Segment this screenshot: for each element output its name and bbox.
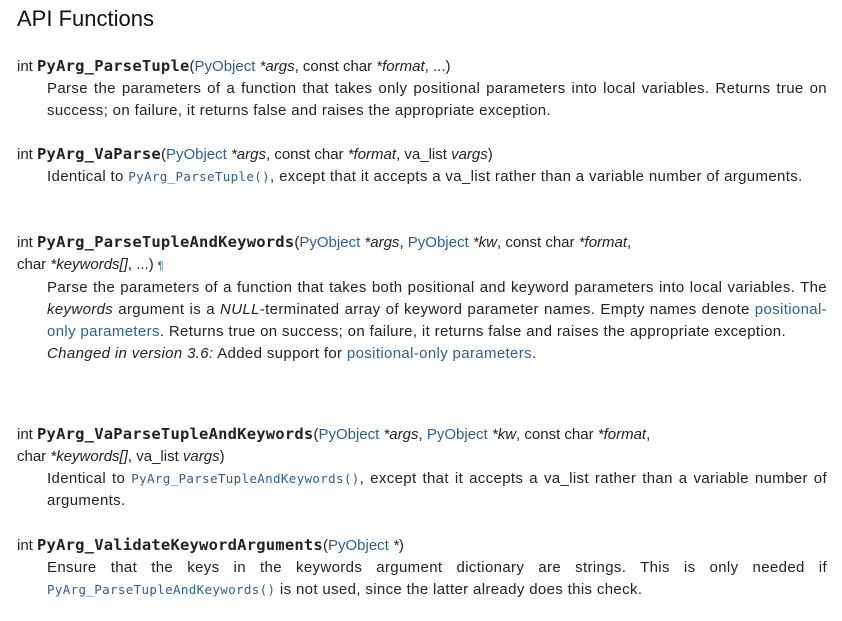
param-name: *args bbox=[364, 234, 400, 251]
description-text: Identical to bbox=[47, 470, 132, 487]
param-name: *args bbox=[230, 146, 266, 163]
pyobject-type-link[interactable]: PyObject bbox=[426, 426, 488, 443]
param-name: *args bbox=[383, 426, 419, 443]
function-name: PyArg_ParseTuple bbox=[37, 57, 190, 75]
pyobject-type-link[interactable]: PyObject bbox=[407, 234, 469, 251]
description-text: , except that it accepts a va_list rather than a variable number of arguments. bbox=[47, 470, 828, 509]
function-entry-parsetuple bbox=[17, 55, 827, 122]
function-signature: int PyArg_ValidateKeywordArguments(PyObject *) bbox=[17, 536, 404, 554]
return-type: int bbox=[17, 537, 33, 554]
function-entry-vaparsetupleandkeywords bbox=[17, 423, 827, 512]
pyobject-type-link[interactable]: PyObject bbox=[327, 537, 389, 554]
pyobject-type-link[interactable]: PyObject bbox=[165, 146, 227, 163]
return-type: int bbox=[17, 426, 33, 443]
param-separator: , bbox=[399, 234, 408, 251]
description-emphasis: keywords bbox=[47, 301, 114, 318]
pyobject-type-link[interactable]: PyObject bbox=[299, 234, 361, 251]
function-entry-vaparse bbox=[17, 143, 827, 188]
version-label: Changed in version 3.6: bbox=[47, 345, 214, 362]
return-type: int bbox=[17, 146, 33, 163]
param-name: *format bbox=[578, 234, 628, 251]
function-description bbox=[47, 557, 827, 601]
description-text: Identical to bbox=[47, 168, 129, 185]
description-text: argument is a bbox=[113, 301, 221, 318]
param-separator: , bbox=[418, 426, 427, 443]
function-name: PyArg_ValidateKeywordArguments bbox=[37, 536, 323, 554]
function-description bbox=[47, 468, 827, 512]
description-text: . bbox=[531, 345, 537, 362]
return-type: int bbox=[17, 58, 33, 75]
positional-only-link[interactable]: positional-only parameters bbox=[47, 301, 828, 340]
description-text: is not used, since the latter already does this check. bbox=[275, 581, 643, 598]
parsetupleandkeywords-ref-link[interactable]: PyArg_ParseTupleAndKeywords() bbox=[131, 471, 360, 486]
section-title: API Functions bbox=[17, 6, 154, 31]
param-name: *format bbox=[597, 426, 647, 443]
param-name: *keywords[] bbox=[50, 448, 128, 465]
function-signature: int PyArg_ParseTupleAndKeywords(PyObject *args, PyObject *kw, const char *format, char *keywords[], ...) ¶ bbox=[17, 233, 632, 273]
description-text: . Returns true on success; on failure, it returns false and raises the appropriate exception. bbox=[159, 323, 787, 340]
parsetupleandkeywords-ref-link[interactable]: PyArg_ParseTupleAndKeywords() bbox=[47, 582, 276, 597]
param-name: vargs bbox=[451, 146, 488, 163]
param-separator: , bbox=[646, 426, 651, 443]
function-description bbox=[47, 277, 827, 365]
param-separator: , const char bbox=[294, 58, 377, 75]
function-name: PyArg_VaParseTupleAndKeywords bbox=[37, 425, 314, 443]
param-separator: , bbox=[627, 234, 632, 251]
description-text: Added support for bbox=[213, 345, 347, 362]
param-name: *format bbox=[347, 146, 397, 163]
return-type: int bbox=[17, 234, 33, 251]
api-functions-section bbox=[17, 0, 828, 598]
function-name: PyArg_VaParse bbox=[37, 145, 161, 163]
function-description bbox=[47, 78, 827, 122]
description-text: -terminated array of keyword parameter names. Empty names denote bbox=[259, 301, 755, 318]
function-entry-validatekeywordarguments bbox=[17, 534, 827, 601]
param-type: char bbox=[17, 448, 51, 465]
description-emphasis: NULL bbox=[220, 301, 260, 318]
param-name: *keywords[] bbox=[50, 256, 128, 273]
function-signature: int PyArg_VaParse(PyObject *args, const char *format, va_list vargs) bbox=[17, 145, 493, 163]
function-signature: int PyArg_VaParseTupleAndKeywords(PyObject *args, PyObject *kw, const char *format, char *keywords[], va_list vargs) bbox=[17, 425, 651, 465]
description-text: Parse the parameters of a function that takes only positional parameters into local variables. Returns true on success; on failure, it returns false and raises the appropriate exception. bbox=[47, 80, 827, 119]
param-name: *format bbox=[376, 58, 425, 75]
param-name: *kw bbox=[491, 426, 517, 443]
param-separator: , const char bbox=[266, 146, 348, 163]
param-close: , ...) bbox=[127, 256, 154, 273]
param-close: ) bbox=[398, 537, 404, 554]
param-name: *kw bbox=[472, 234, 497, 251]
param-name: *args bbox=[259, 58, 295, 75]
param-separator: , va_list bbox=[127, 448, 183, 465]
param-name: * bbox=[388, 537, 399, 554]
param-separator: , const char bbox=[496, 234, 579, 251]
function-signature: int PyArg_ParseTuple(PyObject *args, const char *format, ...) bbox=[17, 57, 451, 75]
positional-only-link[interactable]: positional-only parameters bbox=[346, 345, 532, 362]
description-text: Parse the parameters of a function that takes both positional and keyword parameters into local variables. The bbox=[47, 279, 827, 296]
function-entry-parsetupleandkeywords bbox=[17, 231, 827, 365]
permalink-icon[interactable]: ¶ bbox=[157, 260, 164, 272]
version-change-note bbox=[47, 343, 827, 365]
param-close: ) bbox=[487, 146, 493, 163]
param-separator: , va_list bbox=[396, 146, 452, 163]
description-text: Ensure that the keys in the keywords argument dictionary are strings. This is only needed if bbox=[47, 559, 827, 576]
pyobject-type-link[interactable]: PyObject bbox=[318, 426, 380, 443]
function-description bbox=[47, 166, 827, 188]
param-close: ) bbox=[219, 448, 225, 465]
parsetuple-ref-link[interactable]: PyArg_ParseTuple() bbox=[128, 169, 271, 184]
pyobject-type-link[interactable]: PyObject bbox=[194, 58, 256, 75]
param-separator: , ...) bbox=[424, 58, 451, 75]
param-separator: , const char bbox=[516, 426, 598, 443]
param-name: vargs bbox=[182, 448, 220, 465]
function-name: PyArg_ParseTupleAndKeywords bbox=[37, 233, 295, 251]
description-text: , except that it accepts a va_list rather than a variable number of arguments. bbox=[270, 168, 803, 185]
param-type: char bbox=[17, 256, 51, 273]
